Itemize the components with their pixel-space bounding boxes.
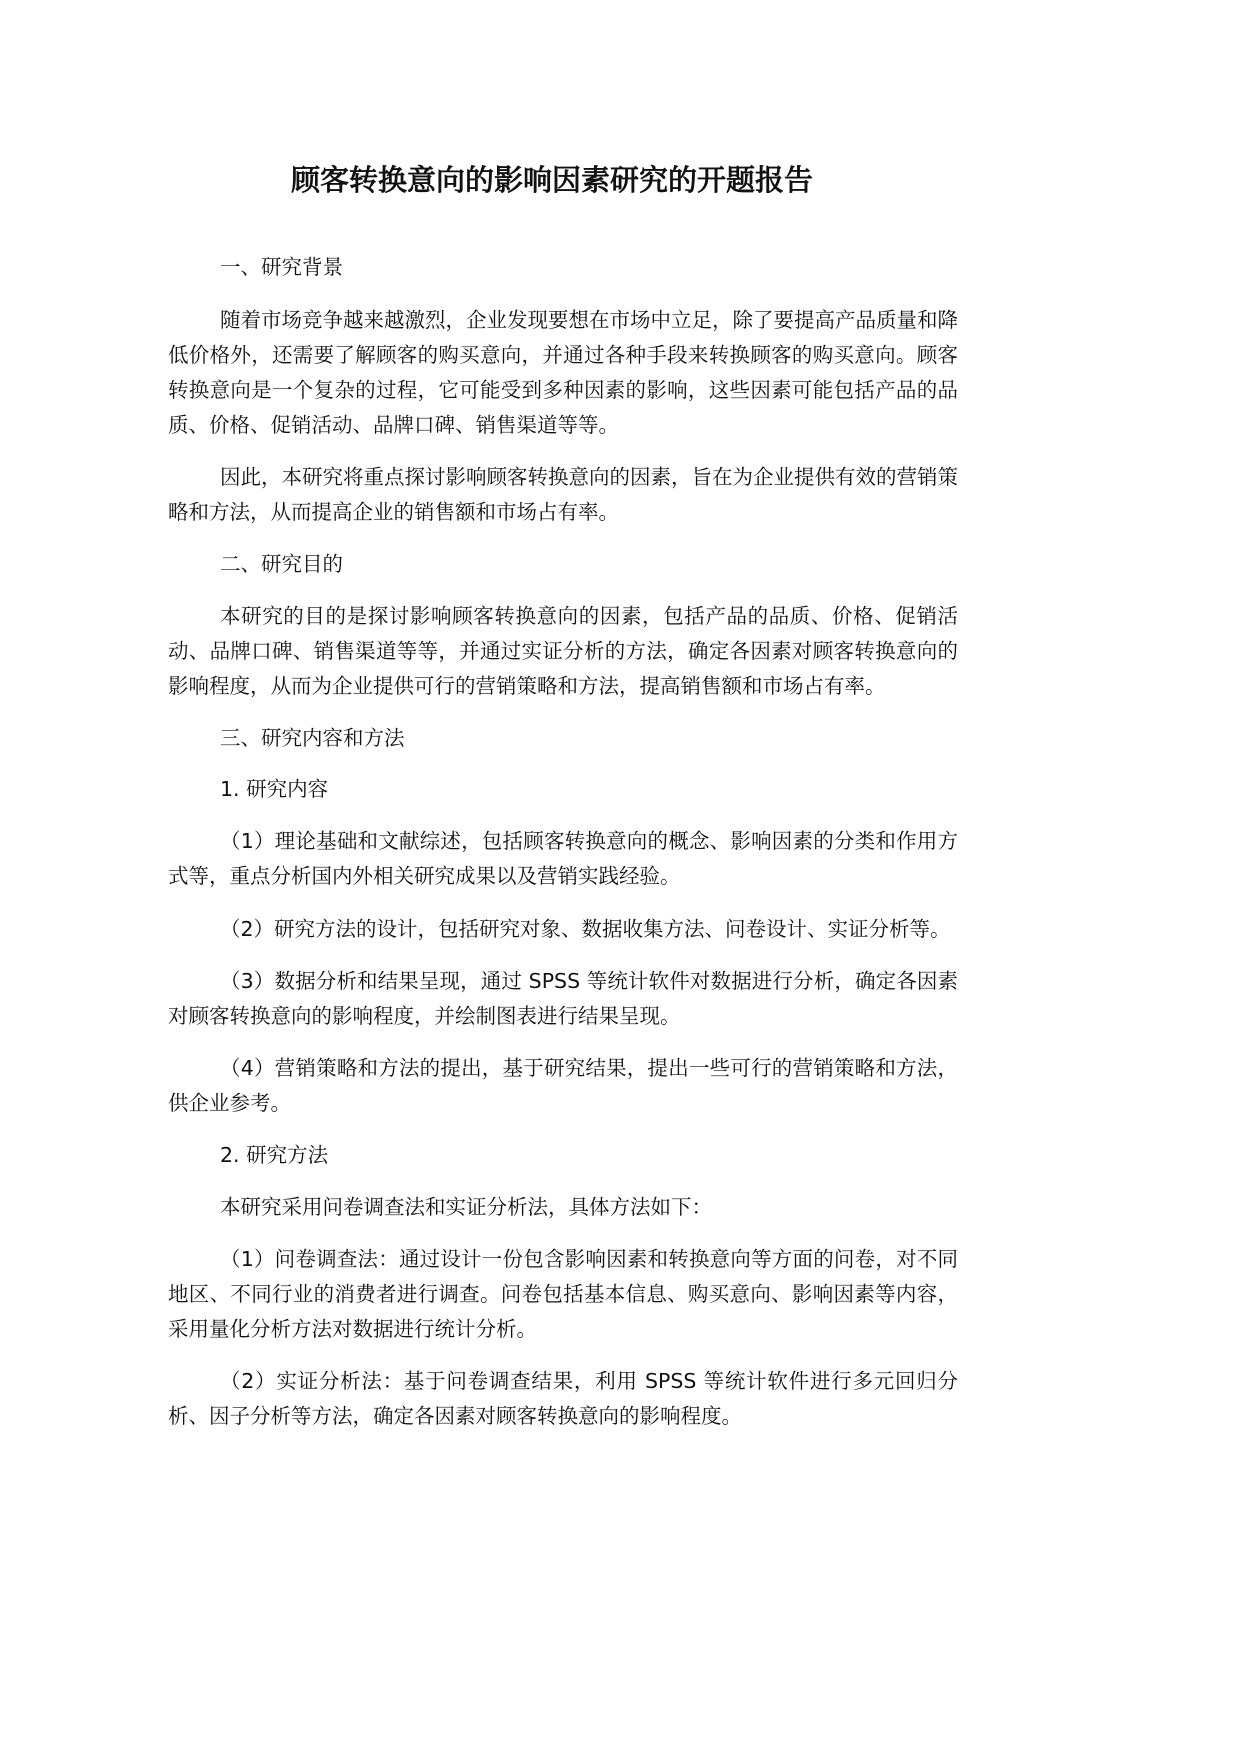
- section-heading-background: 一、研究背景: [220, 255, 343, 279]
- list-item: （4）营销策略和方法的提出，基于研究结果，提出一些可行的营销策略和方法，供企业参考。: [168, 1056, 958, 1115]
- list-item: （1）问卷调查法：通过设计一份包含影响因素和转换意向等方面的问卷，对不同地区、不同行业的消费者进行调查。问卷包括基本信息、购买意向、影响因素等内容，采用量化分析方法对数据进行统计分析。: [168, 1247, 958, 1341]
- subheading-method: 2. 研究方法: [220, 1143, 329, 1167]
- section-heading-purpose: 二、研究目的: [220, 552, 343, 576]
- list-item: （1）理论基础和文献综述，包括顾客转换意向的概念、影响因素的分类和作用方式等，重点分析国内外相关研究成果以及营销实践经验。: [168, 829, 958, 888]
- section-heading-content-method: 三、研究内容和方法: [220, 726, 405, 750]
- list-item: （2）实证分析法：基于问卷调查结果，利用 SPSS 等统计软件进行多元回归分析、因子分析等方法，确定各因素对顾客转换意向的影响程度。: [168, 1369, 958, 1428]
- document-title: 顾客转换意向的影响因素研究的开题报告: [290, 163, 813, 197]
- list-item: （2）研究方法的设计，包括研究对象、数据收集方法、问卷设计、实证分析等。: [220, 917, 951, 941]
- paragraph: 本研究的目的是探讨影响顾客转换意向的因素，包括产品的品质、价格、促销活动、品牌口碑、销售渠道等等，并通过实证分析的方法，确定各因素对顾客转换意向的影响程度，从而为企业提供可行的营销策略和方法，提高销售额和市场占有率。: [168, 604, 958, 698]
- paragraph: 因此，本研究将重点探讨影响顾客转换意向的因素，旨在为企业提供有效的营销策略和方法，从而提高企业的销售额和市场占有率。: [168, 465, 958, 524]
- subheading-content: 1. 研究内容: [220, 777, 329, 801]
- paragraph: 本研究采用问卷调查法和实证分析法，具体方法如下：: [220, 1195, 712, 1219]
- list-item: （3）数据分析和结果呈现，通过 SPSS 等统计软件对数据进行分析，确定各因素对顾客转换意向的影响程度，并绘制图表进行结果呈现。: [168, 969, 958, 1028]
- paragraph: 随着市场竞争越来越激烈，企业发现要想在市场中立足，除了要提高产品质量和降低价格外，还需要了解顾客的购买意向，并通过各种手段来转换顾客的购买意向。顾客转换意向是一个复杂的过程，它可能受到多种因素的影响，这些因素可能包括产品的品质、价格、促销活动、品牌口碑、销售渠道等等。: [168, 308, 958, 437]
